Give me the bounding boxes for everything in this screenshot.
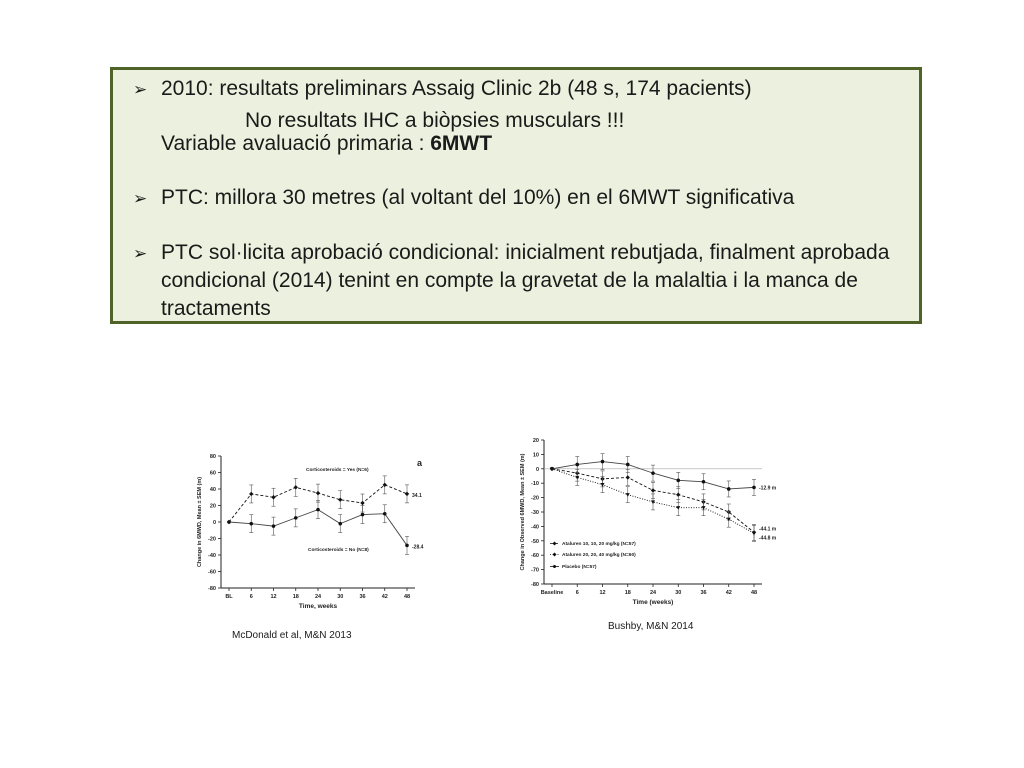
data-point — [405, 492, 409, 496]
data-point — [601, 483, 605, 487]
data-point — [626, 475, 630, 479]
legend-marker — [553, 553, 557, 557]
y-tick-label: 80 — [209, 454, 216, 460]
data-point — [316, 508, 320, 512]
legend-entry: Corticosteroids = No (N=8) — [308, 548, 369, 553]
x-tick-label: 30 — [675, 590, 682, 596]
end-value-label: -44.8 m — [759, 535, 777, 542]
x-tick-label: 36 — [359, 594, 366, 600]
x-tick-label: 42 — [381, 594, 388, 600]
legend-entry: Placebo (N=57) — [562, 565, 597, 570]
x-tick-label: BL — [225, 594, 233, 600]
y-axis-label: Change in Observed 6MWD, Mean ± SEM (m) — [520, 453, 526, 571]
x-tick-label: 48 — [403, 594, 411, 600]
y-tick-label: 0 — [212, 520, 216, 526]
y-tick-label: 40 — [209, 487, 216, 493]
y-tick-label: -80 — [208, 586, 216, 592]
y-tick-label: 20 — [209, 503, 216, 510]
caption-right: Bushby, M&N 2014 — [608, 621, 694, 632]
legend-marker — [553, 542, 557, 546]
y-tick-label: -40 — [208, 553, 216, 559]
y-tick-label: -10 — [531, 481, 539, 488]
y-tick-label: 20 — [532, 438, 539, 444]
bullet-arrow-icon: ➢ — [133, 80, 148, 99]
data-point — [702, 506, 706, 510]
bullet3-line1: PTC sol·licita aprobació condicional: inicialment rebutjada, finalment aprobada — [161, 241, 890, 264]
data-point — [360, 501, 364, 505]
data-point — [727, 487, 731, 491]
data-point — [676, 506, 680, 510]
x-axis-label: Time (weeks) — [632, 599, 674, 606]
data-point — [727, 518, 731, 522]
y-tick-label: 10 — [532, 452, 539, 459]
data-point — [651, 488, 655, 492]
y-tick-label: -30 — [531, 510, 539, 516]
data-point — [227, 520, 231, 524]
bullet2-text: PTC: millora 30 metres (al voltant del 10%) en el 6MWT significativa — [161, 186, 795, 209]
legend-entry: Ataluren 20, 20, 40 mg/kg (N=60) — [562, 553, 636, 558]
data-point — [575, 463, 579, 467]
x-tick-label: 42 — [725, 590, 732, 596]
data-point — [702, 480, 706, 484]
data-point — [316, 491, 320, 495]
data-point — [676, 479, 680, 483]
data-point — [601, 460, 605, 464]
y-tick-label: -20 — [531, 495, 539, 502]
y-tick-label: -40 — [531, 524, 539, 531]
chart-right-6mwd-ataluren — [516, 432, 788, 608]
data-point — [676, 493, 680, 497]
y-axis-label: Change in 6MWD, Mean ± SEM (m) — [197, 476, 203, 568]
y-tick-label: -60 — [208, 569, 216, 576]
x-tick-label: 6 — [249, 594, 253, 600]
x-tick-label: Baseline — [540, 590, 564, 596]
panel-label: a — [417, 458, 423, 468]
x-tick-label: 18 — [292, 594, 299, 600]
bullet-arrow-icon: ➢ — [133, 244, 148, 263]
x-tick-label: 36 — [700, 590, 707, 596]
data-point — [294, 516, 298, 520]
data-point — [651, 471, 655, 475]
data-point — [361, 513, 365, 517]
y-tick-label: 0 — [535, 466, 539, 473]
bullet-arrow-icon: ➢ — [133, 189, 148, 208]
data-point — [383, 512, 387, 516]
y-tick-label: -50 — [531, 538, 539, 545]
bullet1-sub2 — [161, 131, 492, 157]
data-point — [249, 522, 253, 526]
data-point — [752, 486, 756, 490]
data-point — [272, 524, 276, 528]
summary-box — [110, 67, 922, 324]
y-tick-label: -70 — [531, 567, 539, 574]
y-tick-label: -60 — [531, 553, 539, 560]
x-tick-label: 48 — [750, 590, 758, 596]
data-point — [626, 463, 630, 467]
x-tick-label: 30 — [337, 594, 344, 600]
x-tick-label: 12 — [599, 590, 606, 596]
caption-left: McDonald et al, M&N 2013 — [232, 630, 352, 641]
x-tick-label: 6 — [575, 590, 579, 596]
y-tick-label: -20 — [208, 536, 216, 543]
y-tick-label: -80 — [531, 582, 539, 588]
bullet1-sub1: No resultats IHC a biòpsies musculars !!! — [245, 109, 625, 132]
x-tick-label: 24 — [649, 590, 657, 596]
data-point — [752, 532, 756, 536]
end-value-label: -12.9 m — [759, 485, 777, 492]
data-point — [338, 522, 342, 526]
data-point — [294, 485, 298, 489]
end-value-label: 34.1 — [412, 492, 422, 499]
x-tick-label: 12 — [270, 594, 277, 600]
end-value-label: -28.4 — [412, 544, 424, 551]
end-value-label: -44.1 m — [759, 526, 777, 533]
bullet3-line2: condicional (2014) tenint en compte la gravetat de la malaltia i la manca de — [161, 269, 858, 292]
x-tick-label: 18 — [624, 590, 631, 596]
legend-entry: Corticosteroids = Yes (N=6) — [306, 468, 369, 473]
bullet1-sub2-bold: 6MWT — [430, 132, 493, 155]
data-point — [338, 498, 342, 502]
y-tick-label: 60 — [209, 470, 216, 477]
bullet1-text: 2010: resultats preliminars Assaig Clinic 2b (48 s, 174 pacients) — [161, 77, 752, 100]
legend-entry: Ataluren 10, 10, 20 mg/kg (N=57) — [562, 542, 636, 547]
data-point — [405, 544, 409, 548]
data-point — [626, 493, 630, 497]
data-point — [271, 495, 275, 499]
legend-marker — [553, 565, 556, 568]
data-point — [550, 467, 554, 471]
bullet1-sub2-prefix: Variable avaluació primaria : — [161, 132, 431, 155]
chart-left-6mwd-corticosteroids — [193, 448, 429, 620]
x-tick-label: 24 — [314, 594, 322, 600]
data-point — [249, 492, 253, 496]
bullet3-line3: tractaments — [161, 297, 271, 320]
x-axis-label: Time, weeks — [298, 603, 338, 610]
